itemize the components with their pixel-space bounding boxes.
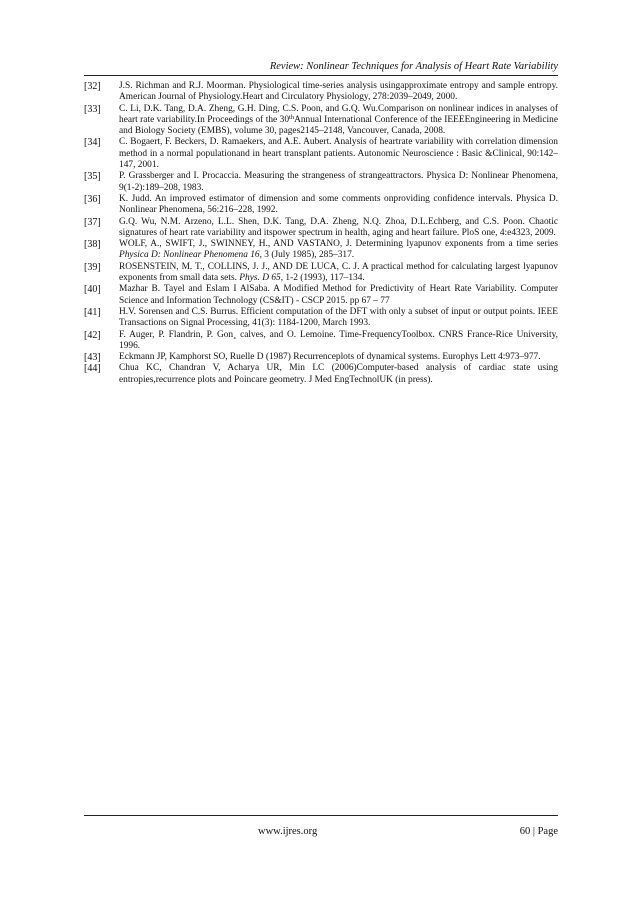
- reference-text: F. Auger, P. Flandrin, P. Gon¸ calves, and O. Lemoine. Time-FrequencyToolbox. CNRS France-Rice University, 1996.: [119, 329, 558, 351]
- reference-item: [84, 171, 558, 194]
- page-number: 60 | Page: [519, 826, 558, 837]
- reference-number: [40]: [84, 284, 101, 296]
- reference-number: [35]: [84, 171, 101, 183]
- journal-title: Physica D: Nonlinear Phenomena 16,: [119, 250, 262, 261]
- footer-rule: [84, 815, 558, 816]
- reference-text: [119, 104, 558, 138]
- reference-text: J.S. Richman and R.J. Moorman. Physiological time-series analysis usingapproximate entropy and sample entropy. American Journal of Physiology.Heart and Circulatory Physiology, 278:2039–2049, 2000.: [119, 81, 558, 103]
- reference-text-part: C. Li, D.K. Tang, D.A. Zheng, G.H. Ding, C.S. Poon, and G.Q. Wu.Comparison on nonlinear indices in analyses of heart rate variability.In Proceedings of the 30: [119, 103, 558, 125]
- reference-item: [84, 284, 558, 307]
- reference-text: C. Bogaert, F. Beckers, D. Ramaekers, and A.E. Aubert. Analysis of heartrate variability with correlation dimension method in a normal populationand in heart transplant patients. Autonomic Neuroscience : Basic &Clinical, 90:142–147, 2001.: [119, 137, 558, 171]
- reference-text: Mazhar B. Tayel and Eslam I AlSaba. A Modified Method for Predictivity of Heart Rate Variability. Computer Science and Information Technology (CS&IT) - CSCP 2015. pp 67 – 77: [119, 284, 558, 306]
- reference-text-part: Annual International Conference of the IEEEEngineering in Medicine and Biology Society (EMBS), volume 30, pages2145–2148, Vancouver, Canada, 2008.: [119, 114, 558, 137]
- reference-text: P. Grassberger and I. Procaccia. Measuring the strangeness of strangeattractors. Physica D: Nonlinear Phenomena, 9(1-2):189–208, 1983.: [119, 171, 558, 193]
- reference-text: H.V. Sorensen and C.S. Burrus. Efficient computation of the DFT with only a subset of input or output points. IEEE Transactions on Signal Processing, 41(3): 1184-1200, March 1993.: [119, 306, 558, 329]
- reference-item: [84, 330, 558, 353]
- reference-list: [84, 81, 558, 386]
- reference-number: [32]: [84, 81, 101, 92]
- reference-item: [84, 307, 558, 330]
- journal-title: Phys. D 65,: [239, 273, 284, 284]
- reference-item: [84, 81, 558, 104]
- reference-item: [84, 217, 558, 240]
- reference-text-part: ROSENSTEIN, M. T., COLLINS, J. J., AND DE LUCA, C. J. A practical method for calculating largest lyapunov exponents from small data sets.: [119, 261, 558, 284]
- reference-item: [84, 194, 558, 217]
- reference-text: K. Judd. An improved estimator of dimension and some comments onproviding confidence intervals. Physica D. Nonlinear Phenomena, 56:216–228, 1992.: [119, 193, 558, 216]
- reference-text: G.Q. Wu, N.M. Arzeno, L.L. Shen, D.K. Tang, D.A. Zheng, N.Q. Zhoa, D.L.Echberg, and C.S. Poon. Chaotic signatures of heart rate variability and itspower spectrum in health, aging and heart failure. PloS one, 4:e4323, 2009.: [119, 216, 558, 238]
- reference-number: [33]: [84, 103, 101, 115]
- reference-number: [38]: [84, 239, 101, 251]
- reference-number: [42]: [84, 329, 101, 341]
- reference-number: [37]: [84, 216, 101, 228]
- reference-text: Chua KC, Chandran V, Acharya UR, Min LC (2006)Computer-based analysis of cardiac state using entropies,recurrence plots and Poincare geometry. J Med EngTechnolUK (in press).: [119, 363, 558, 385]
- reference-item: [84, 239, 558, 262]
- reference-item: [84, 262, 558, 285]
- reference-text-part: 1-2 (1993), 117–134.: [283, 273, 365, 284]
- reference-item: [84, 352, 558, 363]
- header-rule: [84, 75, 558, 76]
- reference-text-part: 3 (July 1985), 285–317.: [261, 250, 355, 261]
- reference-item: [84, 137, 558, 171]
- reference-number: [43]: [84, 352, 101, 364]
- reference-text-part: WOLF, A., SWIFT, J., SWINNEY, H., AND VASTANO, J. Determining lyapunov exponents from a time series: [119, 239, 558, 250]
- footer-url: www.ijres.org: [258, 826, 318, 837]
- reference-number: [44]: [84, 363, 101, 375]
- superscript: th: [289, 113, 295, 121]
- reference-number: [39]: [84, 261, 101, 273]
- reference-text: [119, 262, 558, 285]
- reference-number: [36]: [84, 193, 101, 205]
- reference-item: [84, 104, 558, 138]
- running-header: Review: Nonlinear Techniques for Analysis of Heart Rate Variability: [269, 61, 558, 72]
- reference-number: [34]: [84, 137, 101, 149]
- reference-text: Eckmann JP, Kamphorst SO, Ruelle D (1987) Recurrenceplots of dynamical systems. Europhys Lett 4:973–977.: [119, 352, 541, 363]
- reference-number: [41]: [84, 306, 101, 318]
- reference-text: [119, 239, 558, 262]
- reference-item: [84, 363, 558, 386]
